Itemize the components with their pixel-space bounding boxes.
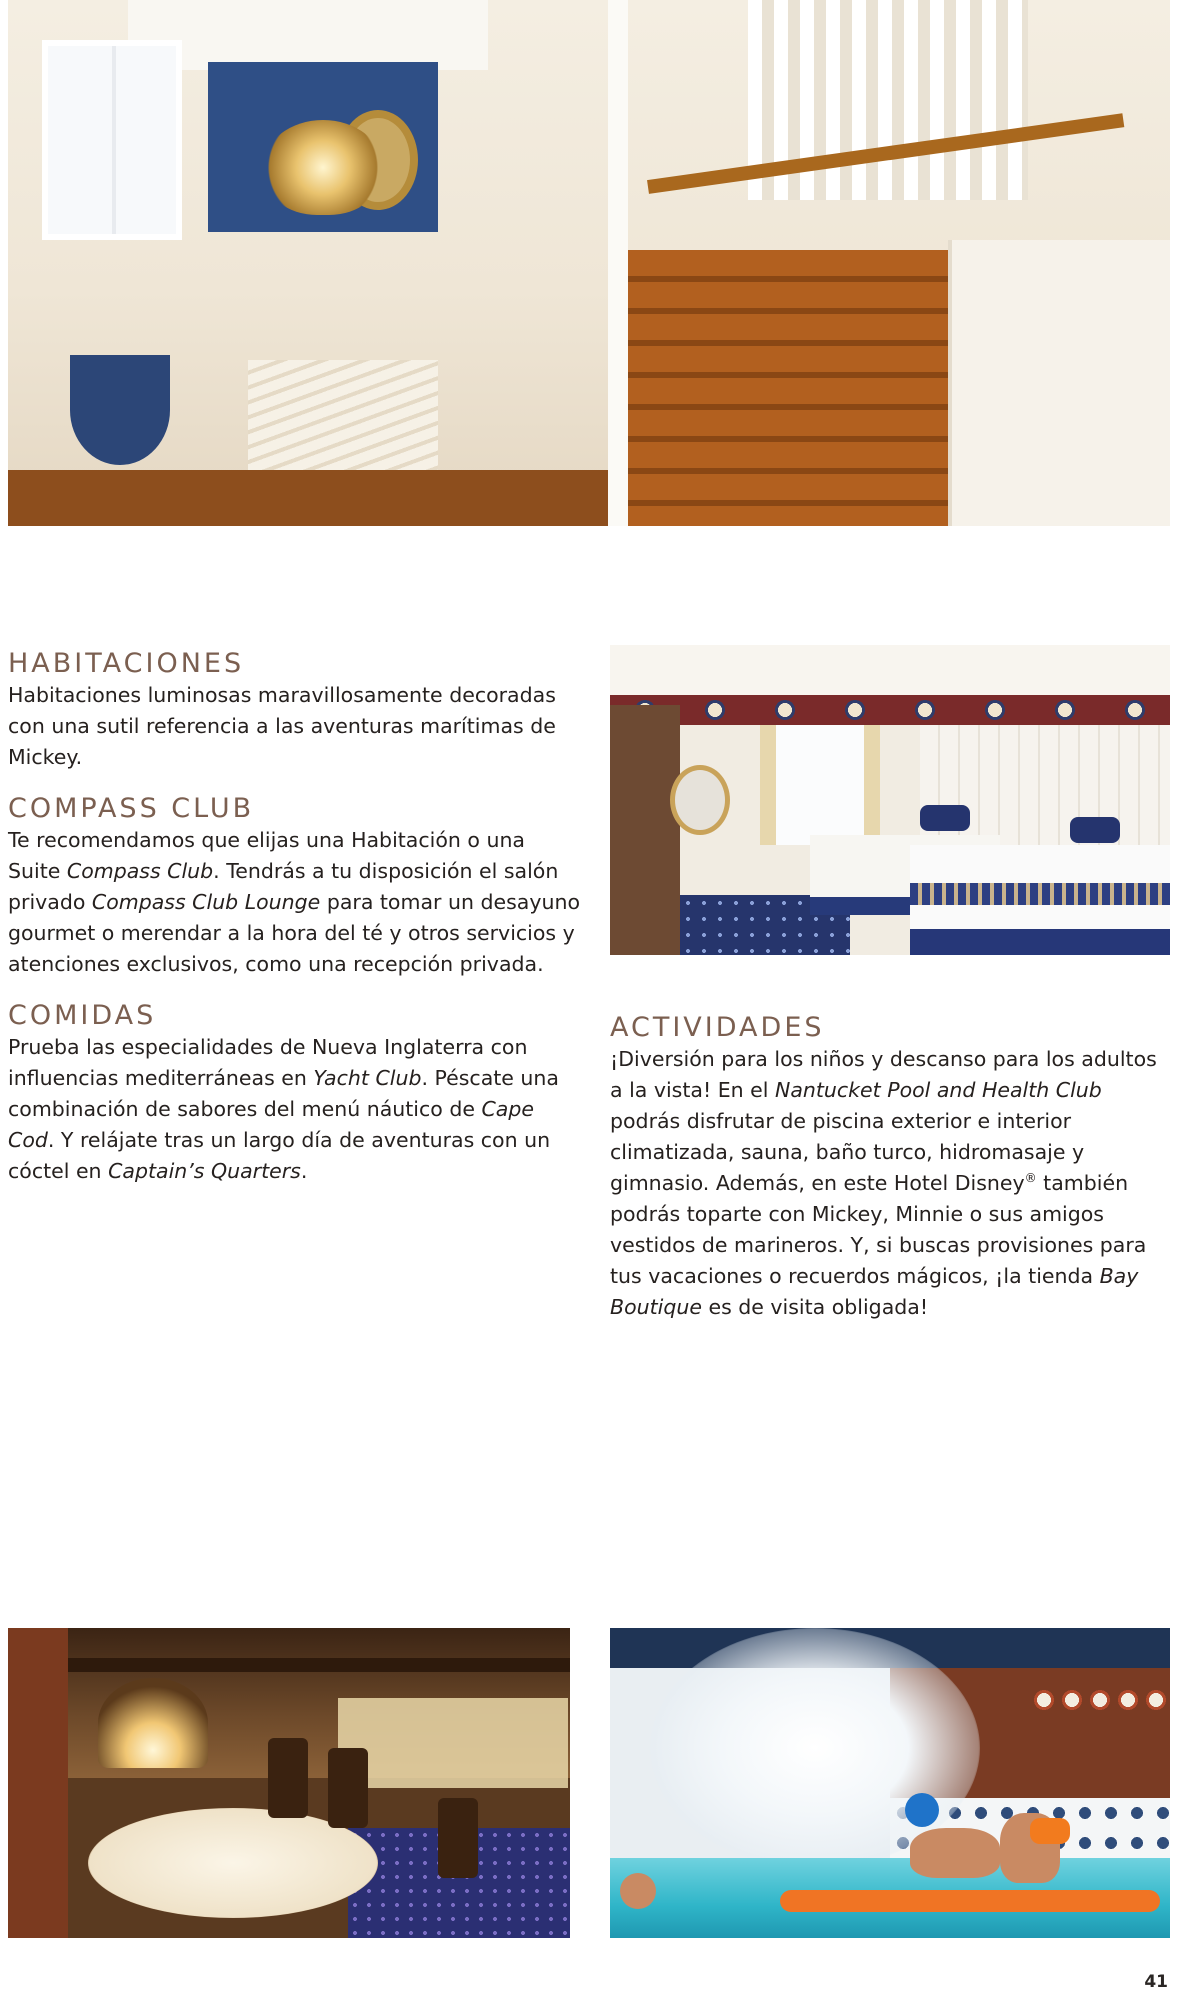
left-text-column [8, 648, 583, 1207]
pool-photo [610, 1628, 1170, 1938]
staircase-photo [8, 0, 1170, 526]
actividades-section [610, 1012, 1170, 1323]
section-body: Prueba las especialidades de Nueva Inglaterra con influencias mediterráneas en Yacht Club. Péscate una combinación de sabores del menú náutico de Cape Cod. Y relájate tras un largo día de aventuras con un cóctel en Captain’s Quarters. [8, 1035, 559, 1183]
section-heading: COMIDAS [8, 1000, 157, 1031]
compass-club-section [8, 793, 583, 980]
bedroom-photo [610, 645, 1170, 955]
right-text-column [610, 1012, 1170, 1343]
comidas-section [8, 1000, 583, 1187]
page-number: 41 [1144, 1972, 1168, 1992]
restaurant-photo [8, 1628, 570, 1938]
section-heading: ACTIVIDADES [610, 1012, 825, 1043]
section-heading: HABITACIONES [8, 648, 245, 679]
habitaciones-section [8, 648, 583, 773]
section-body: ¡Diversión para los niños y descanso para los adultos a la vista! En el Nantucket Pool and Health Club podrás disfrutar de piscina exterior e interior climatizada, sauna, baño turco, hidromasaje y gimnasio. Además, en este Hotel Disney® también podrás toparte con Mickey, Minnie o sus amigos vestidos de marineros. Y, si buscas provisiones para tus vacaciones o recuerdos mágicos, ¡la tienda Bay Boutique es de visita obligada! [610, 1047, 1157, 1319]
section-body: Te recomendamos que elijas una Habitación o una Suite Compass Club. Tendrás a tu disposición el salón privado Compass Club Lounge para tomar un desayuno gourmet o merendar a la hora del té y otros servicios y atenciones exclusivos, como una recepción privada. [8, 828, 580, 976]
section-heading: COMPASS CLUB [8, 793, 255, 824]
section-body: Habitaciones luminosas maravillosamente decoradas con una sutil referencia a las aventuras marítimas de Mickey. [8, 683, 556, 769]
